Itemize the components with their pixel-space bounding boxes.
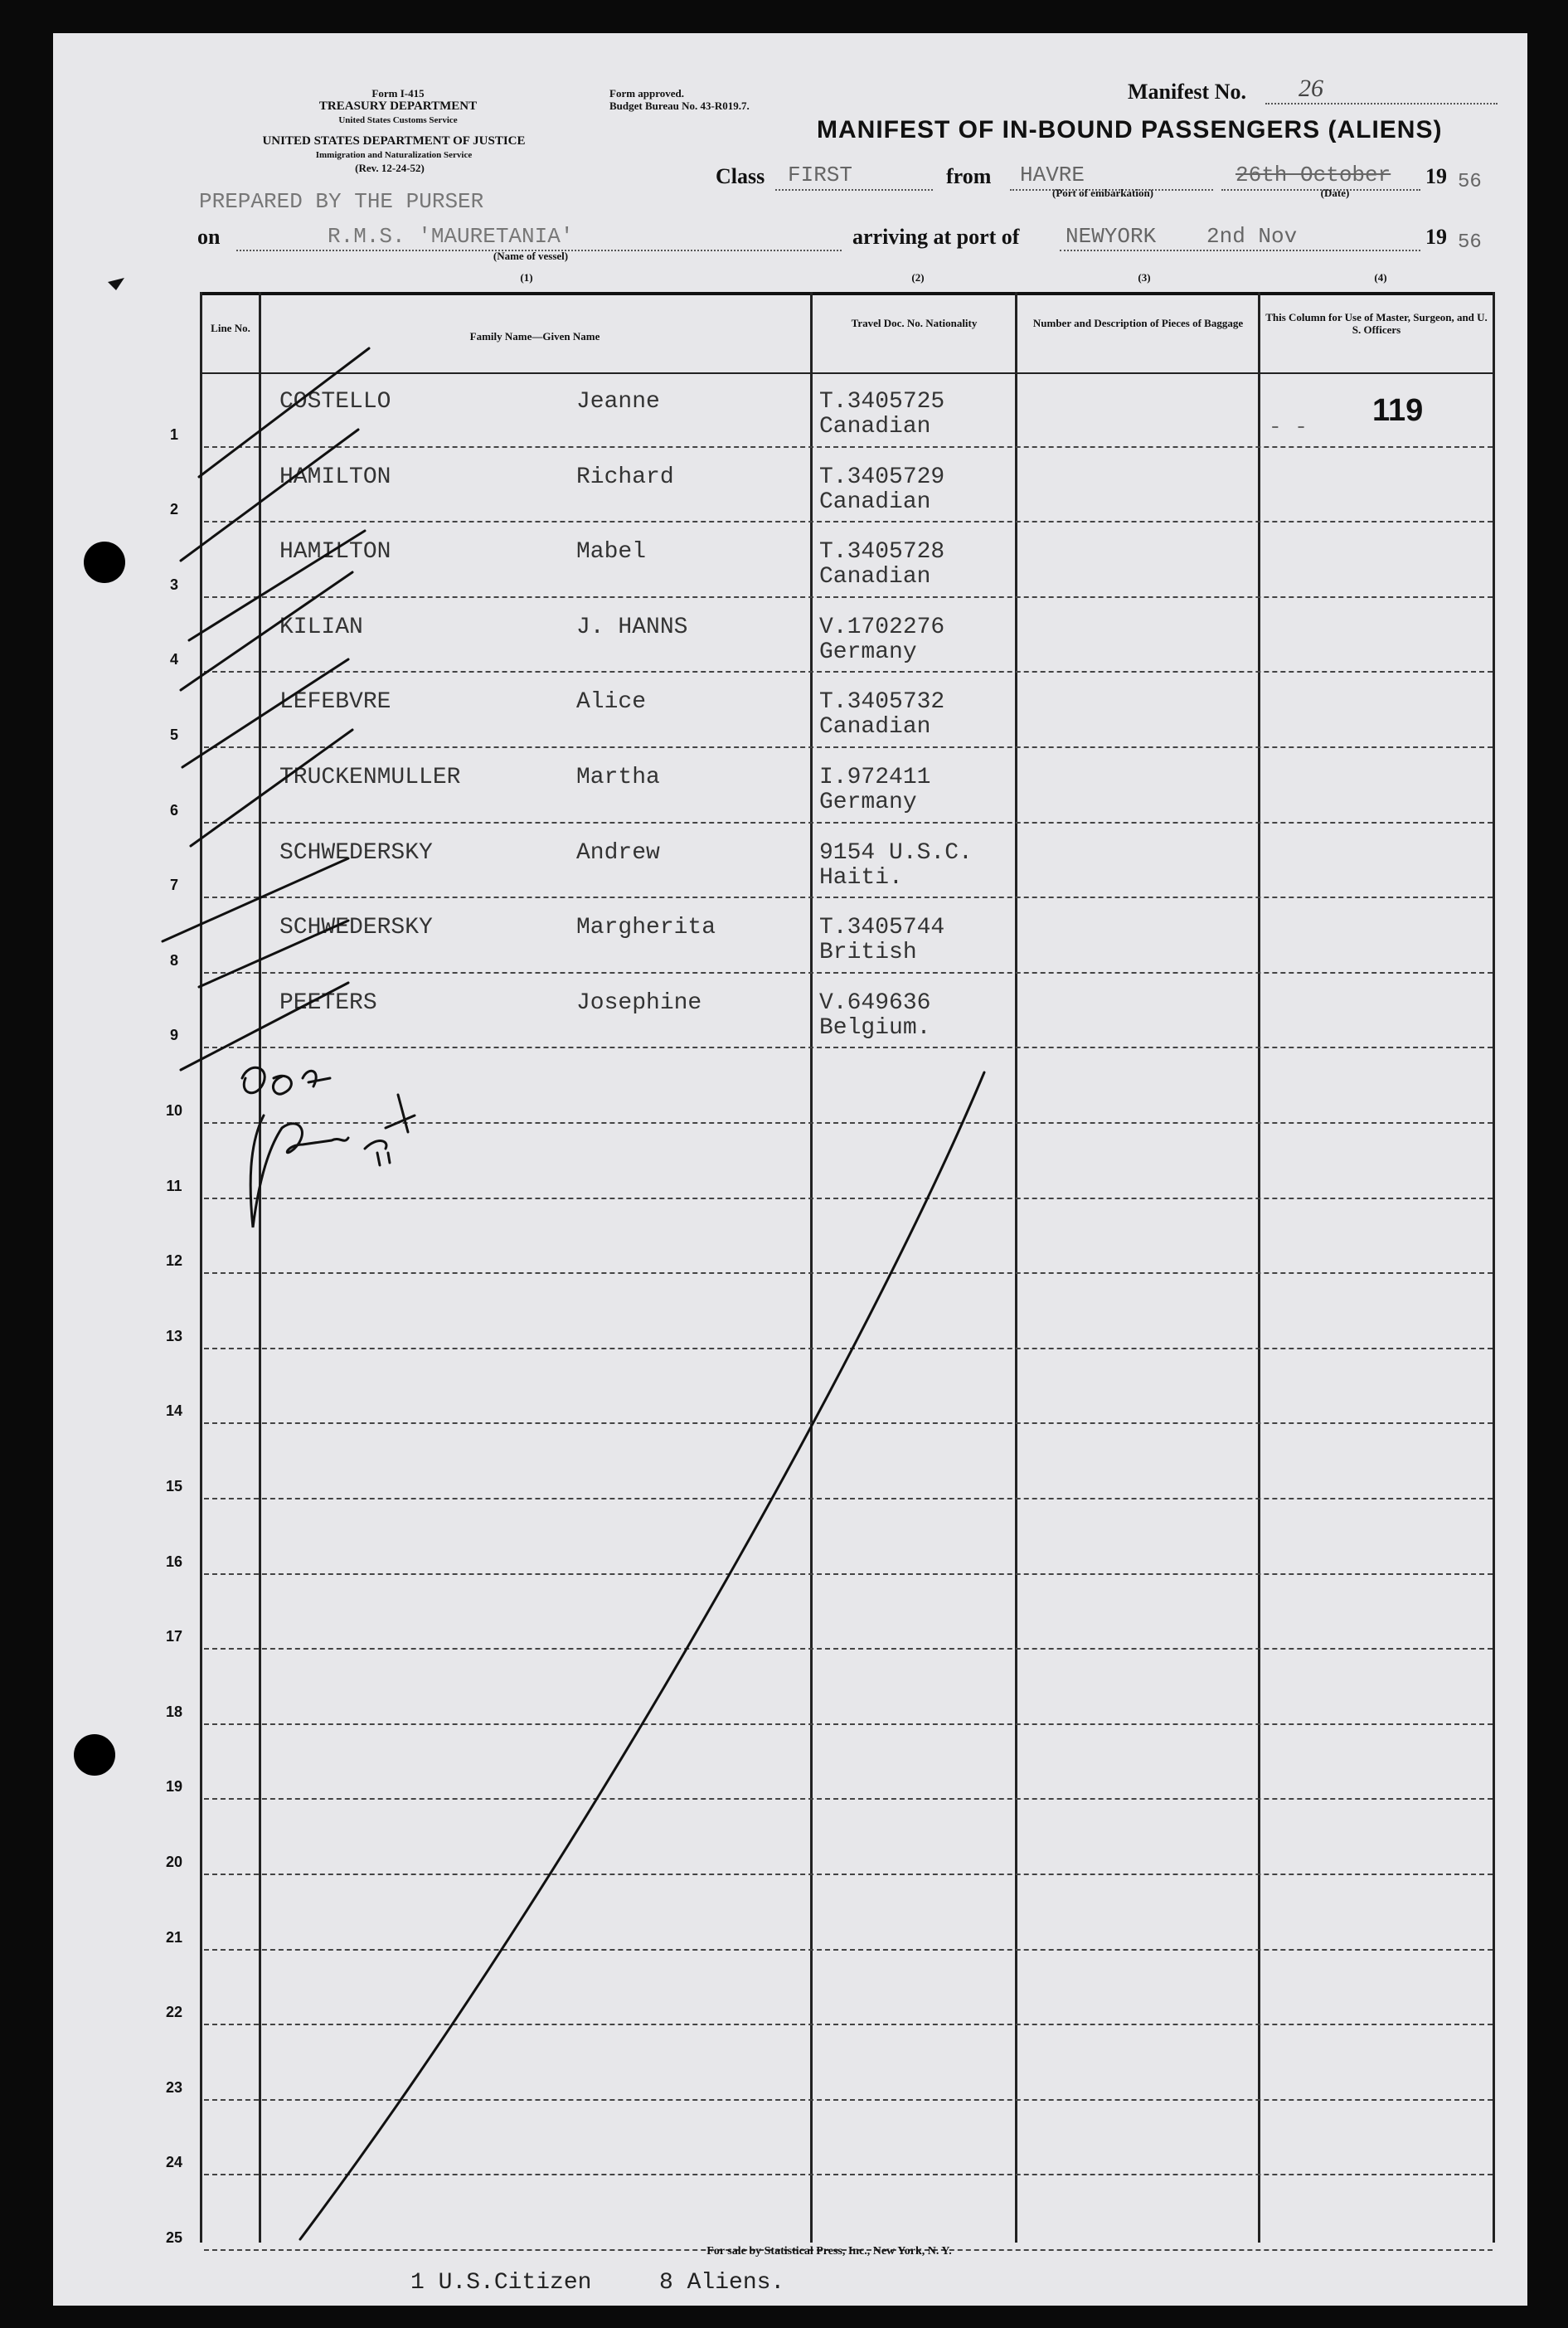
vessel-caption: (Name of vessel) [493,250,569,262]
line-number: 6 [169,801,178,819]
nationality: Canadian [819,414,931,440]
from-value: HAVRE [1020,163,1085,187]
naturalization-service: Immigration and Naturalization Service [315,150,473,160]
tick-mark-8 [199,921,348,987]
manifest-label: Manifest No. [1128,80,1246,104]
class-label: Class [716,164,765,188]
family-name: HAMILTON [279,464,391,490]
justice-dept: UNITED STATES DEPARTMENT OF JUSTICE [262,134,526,148]
arrival-date: 2nd Nov [1206,224,1298,249]
tick-mark-9 [181,983,348,1070]
line-number: 7 [169,877,178,894]
given-name: Alice [576,689,647,716]
signature [242,1067,415,1227]
nationality: Canadian [819,714,931,741]
given-name: Jeanne [576,389,660,415]
family-name: HAMILTON [279,539,391,566]
header-line-no: Line No. [211,322,250,334]
travel-doc-number: V.1702276 [819,614,945,640]
line-number: 8 [169,951,178,969]
tick-mark-7 [163,858,348,941]
from-label: from [946,164,992,188]
manifest-number: 26 [1299,75,1323,102]
line-number: 20 [165,1854,183,1870]
given-name: Richard [576,464,674,490]
line-number: 1 [169,425,178,443]
arrival-port: NEWYORK [1066,224,1157,249]
year-suffix: 56 [1458,171,1482,193]
given-name: J. HANNS [576,614,688,640]
arriving-label: arriving at port of [852,225,1020,249]
line-number: 21 [165,1928,183,1946]
travel-doc-number: T.3405725 [819,389,945,415]
travel-doc-number: T.3405728 [819,539,945,566]
manifest-title: MANIFEST OF IN-BOUND PASSENGERS (ALIENS) [817,116,1443,143]
port-caption: (Port of embarkation) [1051,187,1154,199]
travel-doc-number: T.3405744 [819,915,945,941]
tick-mark-2 [181,430,358,561]
vessel-name: R.M.S. 'MAURETANIA' [328,224,574,249]
on-label: on [197,225,221,249]
line-number: 4 [169,651,178,668]
family-name: KILIAN [279,614,363,640]
family-name: COSTELLO [279,389,391,415]
form-approved: Form approved. [609,87,685,100]
line-number: 17 [165,1628,183,1645]
line-number: 10 [165,1102,183,1119]
arrival-year-prefix: 19 [1425,225,1447,249]
family-name: PEETERS [279,989,377,1016]
header-baggage: Number and Description of Pieces of Baggage [1032,317,1244,329]
given-name: Margherita [576,915,716,941]
given-name: Mabel [576,539,647,566]
treasury-dept: TREASURY DEPARTMENT [318,100,478,113]
line-number: 25 [165,2229,183,2246]
col-num-3: (3) [1138,271,1151,284]
date-caption: (Date) [1320,187,1350,199]
travel-doc-number: I.972411 [819,765,931,790]
year-prefix: 19 [1425,164,1447,188]
given-name: Martha [576,765,660,790]
line-number: 23 [165,2078,183,2096]
nationality: Belgium. [819,1014,931,1041]
family-name: SCHWEDERSKY [279,839,433,866]
header-officers: This Column for Use of Master, Surgeon, and U. S. Officers [1265,311,1488,336]
nationality: British [819,940,917,966]
nationality: Germany [819,790,917,815]
line-number: 15 [165,1478,183,1494]
travel-doc-number: 9154 U.S.C. [819,839,973,866]
travel-doc-number: V.649636 [819,989,931,1016]
line-number: 24 [165,2154,183,2171]
officer-number: 119 [1372,393,1424,428]
summary-aliens: 8 Aliens. [659,2270,785,2296]
travel-doc-number: T.3405732 [819,689,945,716]
given-name: Josephine [576,989,702,1016]
nationality: Canadian [819,564,931,591]
col-num-4: (4) [1374,271,1387,284]
family-name: LEFEBVRE [279,689,391,716]
col-num-2: (2) [911,271,925,284]
family-name: SCHWEDERSKY [279,915,433,941]
printer-note: For sale by Statistical Press, Inc., New York, N. Y. [706,2245,952,2258]
line-number: 5 [169,727,178,743]
line-number: 16 [165,1553,183,1570]
budget-bureau: Budget Bureau No. 43-R019.7. [609,100,750,112]
summary-citizens: 1 U.S.Citizen [410,2270,592,2296]
header-name: Family Name—Given Name [469,330,600,343]
customs-service: United States Customs Service [338,115,458,125]
line-number: 18 [165,1703,183,1720]
nationality: Canadian [819,488,931,515]
line-number: 9 [169,1027,178,1044]
date-value: 26th October [1235,163,1391,187]
revision: (Rev. 12-24-52) [355,162,425,174]
class-value: FIRST [788,163,853,187]
officer-dash: - - [1269,415,1308,440]
line-number: 19 [165,1778,183,1796]
line-number: 11 [166,1177,182,1194]
family-name: TRUCKENMULLER [279,765,461,790]
col-num-1: (1) [520,271,533,284]
line-number: 22 [165,2004,183,2021]
given-name: Andrew [576,839,660,866]
line-number: 3 [169,576,178,593]
prepared-by: PREPARED BY THE PURSER [199,189,484,214]
tick-mark-1 [199,348,369,477]
line-number: 14 [165,1402,183,1420]
nationality: Haiti. [819,864,903,891]
form-number: Form I-415 [371,87,425,100]
header-travel-doc: Travel Doc. No. Nationality [851,317,978,329]
line-number: 12 [165,1252,183,1270]
nationality: Germany [819,639,917,665]
cancel-diagonal-line [300,1072,984,2239]
line-number: 2 [169,501,178,518]
arrival-year-suffix: 56 [1458,231,1482,254]
travel-doc-number: T.3405729 [819,464,945,490]
line-number: 13 [165,1327,183,1344]
